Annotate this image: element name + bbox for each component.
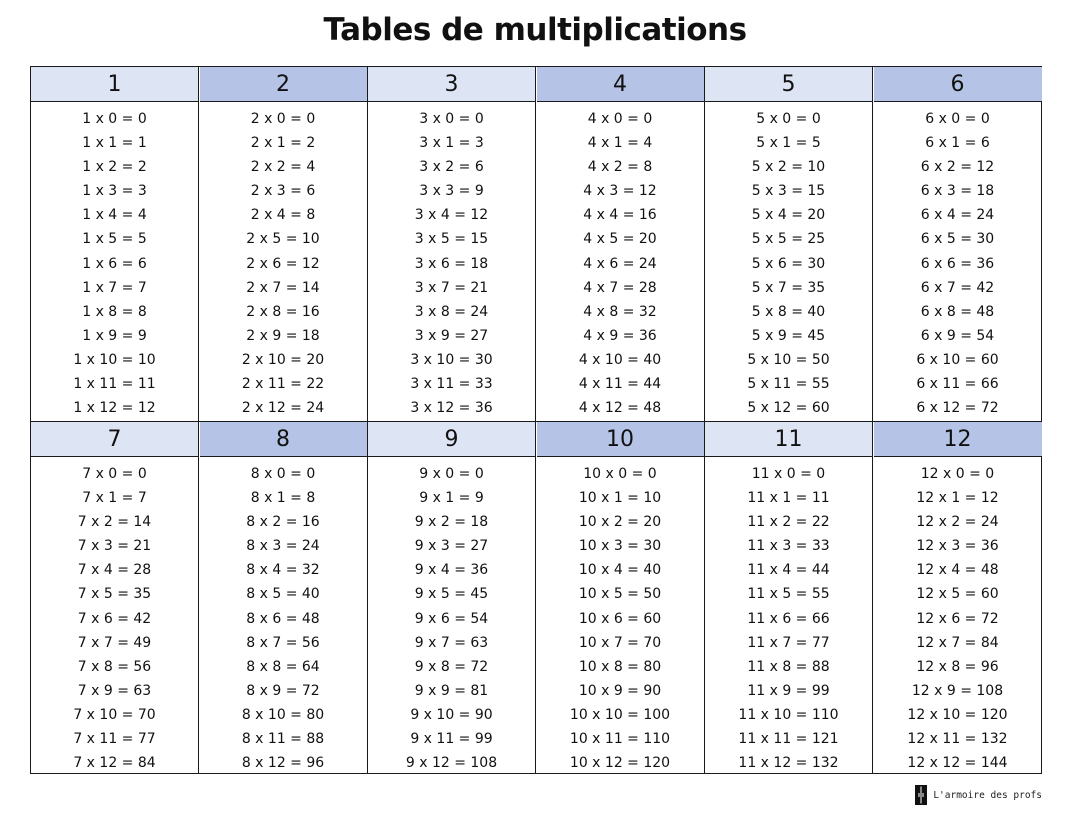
table-row: 5 x 4 = 20: [751, 207, 826, 224]
table-row: 5 x 5 = 25: [751, 231, 826, 248]
table-row: 9 x 1 = 9: [419, 490, 484, 507]
table-row: 9 x 5 = 45: [414, 586, 489, 603]
table-row: 11 x 7 = 77: [747, 634, 830, 651]
table-row: 2 x 1 = 2: [250, 135, 316, 152]
table-row: 12 x 11 = 132: [907, 731, 1008, 748]
table-header-7: 7: [31, 422, 198, 457]
table-row: 4 x 4 = 16: [583, 207, 657, 224]
grid-band-top: [31, 67, 1041, 421]
table-row: 9 x 2 = 18: [414, 514, 489, 531]
table-column-1: [31, 67, 199, 421]
table-row: 12 x 9 = 108: [911, 682, 1004, 699]
table-row: 2 x 6 = 12: [246, 255, 320, 272]
table-row: 3 x 1 = 3: [419, 135, 484, 152]
table-row: 9 x 11 = 99: [410, 731, 493, 748]
table-row: 9 x 6 = 54: [414, 610, 489, 627]
table-column-10: [537, 422, 705, 774]
table-row: 7 x 6 = 42: [77, 610, 152, 627]
table-rows: [705, 457, 872, 775]
table-row: 12 x 12 = 144: [907, 755, 1008, 772]
table-row: 8 x 11 = 88: [241, 731, 325, 748]
table-row: 1 x 6 = 6: [82, 255, 147, 272]
table-row: 7 x 4 = 28: [77, 562, 152, 579]
table-row: 2 x 7 = 14: [246, 279, 320, 296]
table-row: 5 x 10 = 50: [747, 351, 830, 368]
table-row: 3 x 12 = 36: [410, 400, 493, 417]
table-row: 8 x 8 = 64: [246, 658, 320, 675]
table-row: 8 x 4 = 32: [246, 562, 320, 579]
table-row: 2 x 10 = 20: [241, 351, 325, 368]
table-row: 2 x 5 = 10: [246, 231, 320, 248]
table-header-9: 9: [368, 422, 535, 457]
table-row: 2 x 3 = 6: [250, 183, 316, 200]
table-rows: [537, 457, 704, 775]
table-column-11: [705, 422, 873, 774]
table-header-12: 12: [874, 422, 1042, 457]
table-row: 7 x 9 = 63: [77, 682, 152, 699]
table-row: 10 x 1 = 10: [578, 490, 662, 507]
table-row: 6 x 9 = 54: [920, 327, 995, 344]
table-row: 10 x 3 = 30: [578, 538, 662, 555]
table-header-2: 2: [200, 67, 367, 102]
table-row: 10 x 6 = 60: [578, 610, 662, 627]
table-row: 3 x 7 = 21: [414, 279, 489, 296]
table-row: 4 x 11 = 44: [578, 376, 662, 393]
table-row: 12 x 4 = 48: [916, 562, 999, 579]
table-row: 8 x 3 = 24: [246, 538, 320, 555]
table-row: 12 x 7 = 84: [916, 634, 999, 651]
table-row: 7 x 7 = 49: [77, 634, 152, 651]
table-row: 9 x 0 = 0: [419, 466, 484, 482]
table-row: 5 x 0 = 0: [756, 111, 821, 127]
table-row: 12 x 0 = 0: [920, 466, 995, 482]
table-row: 3 x 5 = 15: [414, 231, 489, 248]
table-row: 6 x 12 = 72: [916, 400, 999, 417]
table-rows: [874, 102, 1042, 420]
logo: [915, 784, 1042, 806]
table-header-11: 11: [705, 422, 872, 457]
table-row: 11 x 12 = 132: [738, 755, 839, 772]
table-row: 1 x 8 = 8: [82, 303, 147, 320]
wardrobe-logo-icon: [915, 785, 927, 805]
table-row: 5 x 11 = 55: [747, 376, 830, 393]
table-header-1: 1: [31, 67, 198, 102]
table-row: 10 x 7 = 70: [578, 634, 662, 651]
table-column-6: [874, 67, 1042, 421]
table-row: 6 x 3 = 18: [920, 183, 995, 200]
table-row: 11 x 1 = 11: [747, 490, 830, 507]
table-column-4: [537, 67, 705, 421]
table-row: 9 x 9 = 81: [414, 682, 489, 699]
table-row: 12 x 2 = 24: [916, 514, 999, 531]
table-row: 5 x 8 = 40: [751, 303, 826, 320]
logo-text: L'armoire des profs: [933, 789, 1042, 801]
table-row: 8 x 10 = 80: [241, 706, 325, 723]
table-row: 7 x 8 = 56: [77, 658, 152, 675]
table-row: 2 x 4 = 8: [250, 207, 316, 224]
table-column-5: [705, 67, 873, 421]
table-row: 6 x 1 = 6: [925, 135, 990, 152]
table-row: 12 x 1 = 12: [916, 490, 999, 507]
table-row: 1 x 11 = 11: [73, 376, 156, 393]
table-row: 11 x 6 = 66: [747, 610, 830, 627]
table-header-4: 4: [537, 67, 704, 102]
table-row: 4 x 0 = 0: [587, 111, 653, 127]
table-row: 7 x 3 = 21: [77, 538, 152, 555]
table-row: 2 x 12 = 24: [241, 400, 325, 417]
table-row: 4 x 5 = 20: [583, 231, 657, 248]
table-rows: [705, 102, 872, 420]
table-row: 1 x 2 = 2: [82, 159, 147, 176]
table-row: 8 x 5 = 40: [246, 586, 320, 603]
table-row: 10 x 10 = 100: [569, 706, 671, 723]
table-row: 9 x 4 = 36: [414, 562, 489, 579]
table-row: 3 x 8 = 24: [414, 303, 489, 320]
table-column-12: [874, 422, 1042, 774]
table-row: 5 x 2 = 10: [751, 159, 826, 176]
table-row: 2 x 8 = 16: [246, 303, 320, 320]
table-row: 6 x 6 = 36: [920, 255, 995, 272]
table-row: 10 x 11 = 110: [569, 731, 671, 748]
table-row: 4 x 8 = 32: [583, 303, 657, 320]
table-row: 4 x 7 = 28: [583, 279, 657, 296]
table-row: 2 x 11 = 22: [241, 376, 325, 393]
table-row: 9 x 3 = 27: [414, 538, 489, 555]
table-row: 5 x 3 = 15: [751, 183, 826, 200]
table-row: 11 x 5 = 55: [747, 586, 830, 603]
table-row: 6 x 8 = 48: [920, 303, 995, 320]
table-row: 1 x 10 = 10: [73, 351, 156, 368]
table-row: 3 x 6 = 18: [414, 255, 489, 272]
table-row: 8 x 9 = 72: [246, 682, 320, 699]
table-row: 12 x 8 = 96: [916, 658, 999, 675]
table-column-7: [31, 422, 199, 774]
table-rows: [368, 457, 535, 775]
table-row: 3 x 3 = 9: [419, 183, 484, 200]
table-row: 10 x 2 = 20: [578, 514, 662, 531]
table-rows: [368, 102, 535, 420]
table-row: 12 x 5 = 60: [916, 586, 999, 603]
table-row: 5 x 6 = 30: [751, 255, 826, 272]
table-row: 1 x 0 = 0: [82, 111, 147, 127]
table-row: 8 x 1 = 8: [250, 490, 316, 507]
table-row: 10 x 9 = 90: [578, 682, 662, 699]
table-row: 1 x 9 = 9: [82, 327, 147, 344]
table-row: 11 x 11 = 121: [738, 731, 839, 748]
grid-band-bottom: [31, 421, 1041, 774]
table-row: 7 x 0 = 0: [82, 466, 147, 482]
table-row: 11 x 0 = 0: [751, 466, 826, 482]
table-row: 6 x 10 = 60: [916, 351, 999, 368]
table-rows: [31, 457, 198, 775]
multiplication-grid: [30, 66, 1042, 774]
table-row: 1 x 5 = 5: [82, 231, 147, 248]
table-row: 4 x 10 = 40: [578, 351, 662, 368]
table-row: 1 x 12 = 12: [73, 400, 156, 417]
table-column-9: [368, 422, 536, 774]
table-row: 4 x 12 = 48: [578, 400, 662, 417]
table-row: 3 x 11 = 33: [410, 376, 493, 393]
table-row: 6 x 0 = 0: [925, 111, 990, 127]
table-column-2: [200, 67, 368, 421]
table-row: 11 x 3 = 33: [747, 538, 830, 555]
table-rows: [200, 457, 367, 775]
table-rows: [874, 457, 1042, 775]
table-row: 2 x 2 = 4: [250, 159, 316, 176]
table-row: 11 x 9 = 99: [747, 682, 830, 699]
table-row: 12 x 10 = 120: [907, 706, 1008, 723]
table-column-8: [200, 422, 368, 774]
table-row: 10 x 12 = 120: [569, 755, 671, 772]
table-row: 6 x 2 = 12: [920, 159, 995, 176]
table-row: 3 x 10 = 30: [410, 351, 493, 368]
table-header-3: 3: [368, 67, 535, 102]
table-row: 5 x 7 = 35: [751, 279, 826, 296]
table-rows: [537, 102, 704, 420]
page-title: Tables de multiplications: [323, 12, 747, 48]
table-row: 7 x 2 = 14: [77, 514, 152, 531]
table-row: 9 x 10 = 90: [410, 706, 493, 723]
table-row: 3 x 4 = 12: [414, 207, 489, 224]
table-row: 4 x 6 = 24: [583, 255, 657, 272]
table-row: 4 x 2 = 8: [587, 159, 653, 176]
table-row: 10 x 5 = 50: [578, 586, 662, 603]
table-row: 1 x 3 = 3: [82, 183, 147, 200]
table-row: 9 x 8 = 72: [414, 658, 489, 675]
table-header-6: 6: [874, 67, 1042, 102]
table-row: 8 x 2 = 16: [246, 514, 320, 531]
table-row: 9 x 12 = 108: [405, 755, 498, 772]
table-row: 3 x 2 = 6: [419, 159, 484, 176]
table-row: 4 x 3 = 12: [583, 183, 657, 200]
table-row: 8 x 6 = 48: [246, 610, 320, 627]
table-row: 8 x 7 = 56: [246, 634, 320, 651]
table-row: 6 x 11 = 66: [916, 376, 999, 393]
table-row: 3 x 0 = 0: [419, 111, 484, 127]
table-row: 12 x 3 = 36: [916, 538, 999, 555]
table-rows: [31, 102, 198, 420]
table-row: 6 x 5 = 30: [920, 231, 995, 248]
table-row: 6 x 4 = 24: [920, 207, 995, 224]
table-row: 7 x 1 = 7: [82, 490, 147, 507]
table-row: 4 x 9 = 36: [583, 327, 657, 344]
table-row: 10 x 4 = 40: [578, 562, 662, 579]
table-row: 11 x 10 = 110: [738, 706, 839, 723]
table-row: 7 x 11 = 77: [73, 731, 156, 748]
table-row: 7 x 12 = 84: [73, 755, 156, 772]
table-row: 5 x 1 = 5: [756, 135, 821, 152]
table-header-10: 10: [537, 422, 704, 457]
table-row: 5 x 12 = 60: [747, 400, 830, 417]
table-row: 1 x 4 = 4: [82, 207, 147, 224]
table-row: 12 x 6 = 72: [916, 610, 999, 627]
table-row: 10 x 8 = 80: [578, 658, 662, 675]
table-row: 7 x 5 = 35: [77, 586, 152, 603]
table-row: 2 x 9 = 18: [246, 327, 320, 344]
table-row: 4 x 1 = 4: [587, 135, 653, 152]
table-row: 7 x 10 = 70: [73, 706, 156, 723]
table-row: 6 x 7 = 42: [920, 279, 995, 296]
table-row: 11 x 4 = 44: [747, 562, 830, 579]
table-row: 8 x 12 = 96: [241, 755, 325, 772]
table-row: 11 x 8 = 88: [747, 658, 830, 675]
table-header-8: 8: [200, 422, 367, 457]
table-row: 10 x 0 = 0: [583, 466, 657, 482]
table-row: 1 x 1 = 1: [82, 135, 147, 152]
table-row: 2 x 0 = 0: [250, 111, 316, 127]
table-row: 3 x 9 = 27: [414, 327, 489, 344]
table-rows: [200, 102, 367, 420]
table-row: 1 x 7 = 7: [82, 279, 147, 296]
table-row: 8 x 0 = 0: [250, 466, 316, 482]
table-column-3: [368, 67, 536, 421]
table-row: 5 x 9 = 45: [751, 327, 826, 344]
table-header-5: 5: [705, 67, 872, 102]
table-row: 9 x 7 = 63: [414, 634, 489, 651]
table-row: 11 x 2 = 22: [747, 514, 830, 531]
